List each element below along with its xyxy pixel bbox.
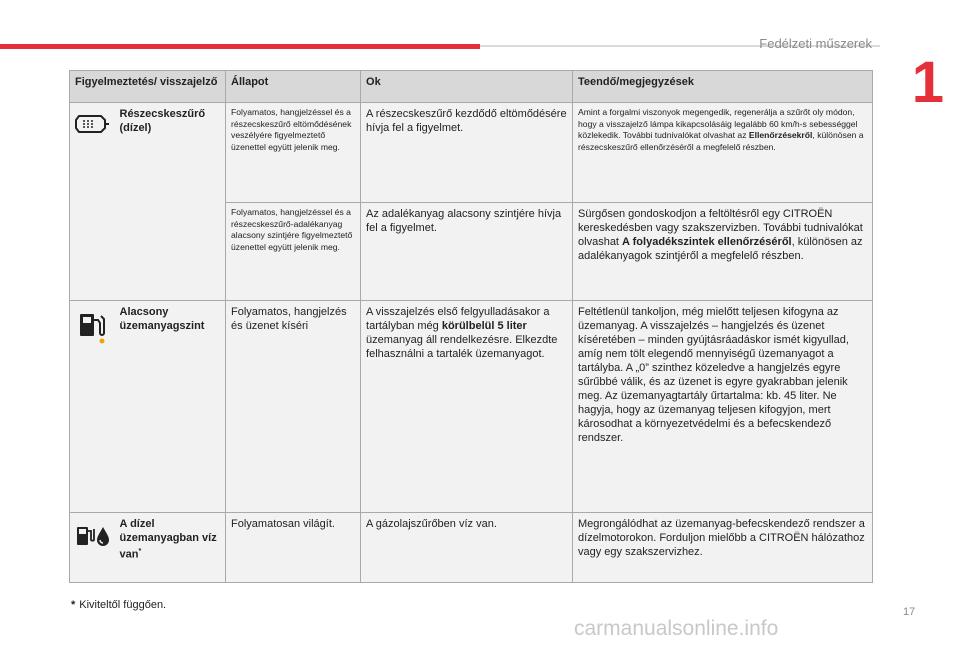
state-text: Folyamatos, hangjelzéssel és a részecskeszűrő-adalékanyag alacsony szintjére figyelmeztető üzenettel együtt jelenik meg. [226, 203, 361, 301]
state-text: Folyamatos, hangjelzés és üzenet kíséri [226, 301, 361, 513]
cause-text: A gázolajszűrőben víz van. [361, 513, 573, 583]
icon-cell [70, 103, 115, 301]
column-header-cause: Ok [361, 71, 573, 103]
table-header-row [70, 71, 873, 103]
column-header-state: Állapot [226, 71, 361, 103]
table-row [70, 103, 873, 203]
cause-text: Az adalékanyag alacsony szintjére hívja fel a figyelmet. [361, 203, 573, 301]
particle-filter-icon [75, 113, 109, 135]
state-text: Folyamatos, hangjelzéssel és a részecskeszűrő eltömődésének veszélyére figyelmeztető üzenettel együtt jelenik meg. [226, 103, 361, 203]
footnote: * Kiviteltől függően. [71, 599, 167, 611]
table-row [70, 301, 873, 513]
cause-text: A részecskeszűrő kezdődő eltömődésére hívja fel a figyelmet. [361, 103, 573, 203]
column-header-warning: Figyelmeztetés/ visszajelző [70, 71, 226, 103]
action-text: Sürgősen gondoskodjon a feltöltésről egy CITROËN kereskedésben vagy szakszervizben. További tudnivalókat olvashat A folyadékszintek ellenőrzéséről, különösen az adalékanyagok szintjéről a megfelelő részben. [573, 203, 873, 301]
warning-name: Alacsony üzemanyagszint [115, 301, 226, 513]
state-text: Folyamatosan világít. [226, 513, 361, 583]
action-text: Megrongálódhat az üzemanyag-befecskendező rendszer a dízelmotorokon. Forduljon mielőbb a CITROËN hálózathoz vagy egy szakszervizhez. [573, 513, 873, 583]
section-title: Fedélzeti műszerek [759, 36, 872, 51]
page-number: 17 [903, 606, 916, 618]
warning-lights-table [69, 70, 873, 583]
fuel-pump-icon [77, 311, 107, 345]
watermark: carmanualsonline.info [574, 617, 779, 640]
action-text: Amint a forgalmi viszonyok megengedik, regenerálja a szűrőt oly módon, hogy a visszajelző lámpa kikapcsolásáig legalább 60 km/h-s sebességgel közlekedik. További tudnivalókat olvashat az Ellenőrzésekről, különösen a részecskeszűrő ellenőrzéséről a megfelelő részben. [573, 103, 873, 203]
action-text: Feltétlenül tankoljon, még mielőtt teljesen kifogyna az üzemanyag. A visszajelzés – hangjelzés és üzenet kíséretében – minden gyújtásráadáskor ismét kigyullad, amíg nem tölt elegendő mennyiségű üzemanyagot a tartályba. A „0” szinthez közeledve a hangjelzés egyre sűrűbbé válik, és az üzenet is egyre gyakrabban jelenik meg. Az üzemanyagtartály űrtartalma: kb. 45 liter. Ne hagyja, hogy az üzemanyag teljesen kifogyjon, mert károsodhat a környezetvédelmi és a befecskendező rendszer. [573, 301, 873, 513]
cause-text: A visszajelzés első felgyulladásakor a tartályban még körülbelül 5 liter üzemanyag áll rendelkezésre. Elkezdte felhasználni a tartalék üzemanyagot. [361, 301, 573, 513]
warning-name: Részecskeszűrő (dízel) [115, 103, 226, 301]
table-row [70, 513, 873, 583]
warning-name: A dízel üzemanyagban víz van* [115, 513, 226, 583]
icon-cell [70, 513, 115, 583]
chapter-number: 1 [911, 50, 944, 115]
column-header-action: Teendő/megjegyzések [573, 71, 873, 103]
icon-cell [70, 301, 115, 513]
header-accent-bar [0, 44, 480, 49]
water-in-diesel-icon [75, 523, 111, 549]
